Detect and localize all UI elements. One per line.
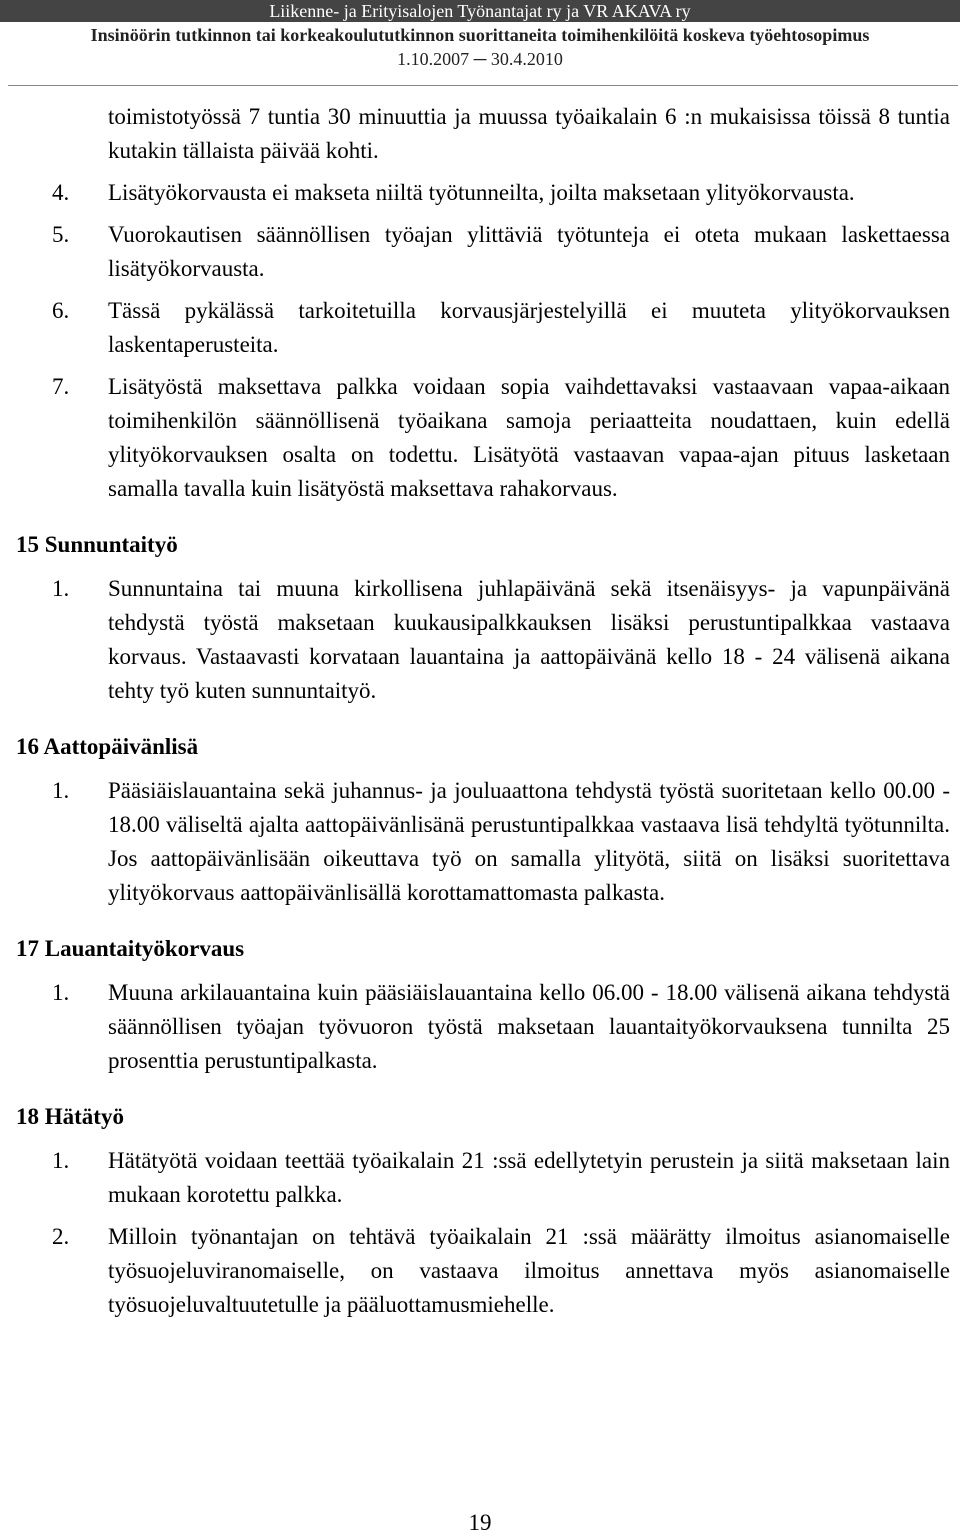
item-text: Milloin työnantajan on tehtävä työaikalain 21 :ssä määrätty ilmoitus asianomaiselle työsuojeluviranomaiselle, on vastaava ilmoitus annettava myös asianomaiselle työsuojeluvaltuutetulle ja pääluottamusmiehelle.	[108, 1224, 950, 1317]
header-line-1: Liikenne- ja Erityisalojen Työnantajat ry ja VR AKAVA ry	[269, 1, 691, 21]
item-text: Lisätyökorvausta ei makseta niiltä työtunneilta, joilta maksetaan ylityökorvausta.	[108, 180, 855, 205]
item-number: 1.	[52, 1148, 70, 1173]
list-item	[16, 176, 950, 210]
document-body	[16, 100, 950, 1330]
item-number: 4.	[52, 180, 70, 205]
item-number: 2.	[52, 1224, 70, 1249]
list-item	[16, 572, 950, 708]
item-text: Pääsiäislauantaina sekä juhannus- ja jouluaattona tehdystä työstä suoritetaan kello 00.00 - 18.00 väliseltä ajalta aattopäivänlisänä perustuntipalkkaa vastaava lisä tehdyltä työtunnilta. Jos aattopäivänlisään oikeuttava työ on samalla ylityötä, siitä on lisäksi suoritettava ylityökorvaus aattopäivänlisällä korottamattomasta palkasta.	[108, 778, 950, 905]
item-number: 6.	[52, 298, 70, 323]
list-item	[16, 1220, 950, 1322]
section-heading: 17 Lauantaityökorvaus	[16, 936, 245, 961]
list-item	[16, 774, 950, 910]
item-number: 1.	[52, 980, 70, 1005]
list-item	[16, 218, 950, 286]
item-text: Muuna arkilauantaina kuin pääsiäislauantaina kello 06.00 - 18.00 välisenä aikana tehdystä säännöllisen työajan työvuoron työstä maksetaan lauantaityökorvauksena tunnilta 25 prosenttia perustuntipalkasta.	[108, 980, 950, 1073]
section-heading: 18 Hätätyö	[16, 1104, 124, 1129]
item-number: 7.	[52, 374, 70, 399]
item-list-a	[16, 176, 950, 506]
section-heading: 16 Aattopäivänlisä	[16, 734, 199, 759]
section-heading: 15 Sunnuntaityö	[16, 532, 178, 557]
list-item	[16, 294, 950, 362]
list-item	[16, 370, 950, 506]
item-text: Sunnuntaina tai muuna kirkollisena juhlapäivänä sekä itsenäisyys- ja vapunpäivänä tehdystä työstä maksetaan kuukausipalkkauksen lisäksi perustuntipalkkaa vastaava korvaus. Vastaavasti korvataan lauantaina ja aattopäivänä kello 18 - 24 välisenä aikana tehty työ kuten sunnuntaityö.	[108, 576, 950, 703]
header-rule	[8, 85, 958, 86]
item-text: Lisätyöstä maksettava palkka voidaan sopia vaihdettavaksi vastaavaan vapaa-aikaan toimihenkilön säännöllisenä työaikana samoja periaatteita noudattaen, kuin edellä ylityökorvauksen osalta on todettu. Lisätyötä vastaavan vapaa-ajan pituus lasketaan samalla tavalla kuin lisätyöstä maksettava rahakorvaus.	[108, 374, 950, 501]
list-item	[16, 976, 950, 1078]
item-text: Tässä pykälässä tarkoitetuilla korvausjärjestelyillä ei muuteta ylityökorvauksen laskentaperusteita.	[108, 298, 950, 357]
item-number: 1.	[52, 576, 70, 601]
item-text: Hätätyötä voidaan teettää työaikalain 21 :ssä edellytetyin perustein ja siitä maksetaan lain mukaan korotettu palkka.	[108, 1148, 950, 1207]
header-line-3: 1.10.2007 ─ 30.4.2010	[397, 49, 563, 69]
item-text: Vuorokautisen säännöllisen työajan ylittäviä työtunteja ei oteta mukaan laskettaessa lisätyökorvausta.	[108, 222, 950, 281]
header-line-2: Insinöörin tutkinnon tai korkeakoulututkinnon suorittaneita toimihenkilöitä koskeva työehtosopimus	[90, 25, 870, 45]
list-item	[16, 1144, 950, 1212]
page-number: 19	[468, 1510, 492, 1535]
item-number: 5.	[52, 222, 70, 247]
intro-paragraph: toimistotyössä 7 tuntia 30 minuuttia ja muussa työaikalain 6 :n mukaisissa töissä 8 tuntia kutakin tällaista päivää kohti.	[108, 104, 950, 163]
item-number: 1.	[52, 778, 70, 803]
